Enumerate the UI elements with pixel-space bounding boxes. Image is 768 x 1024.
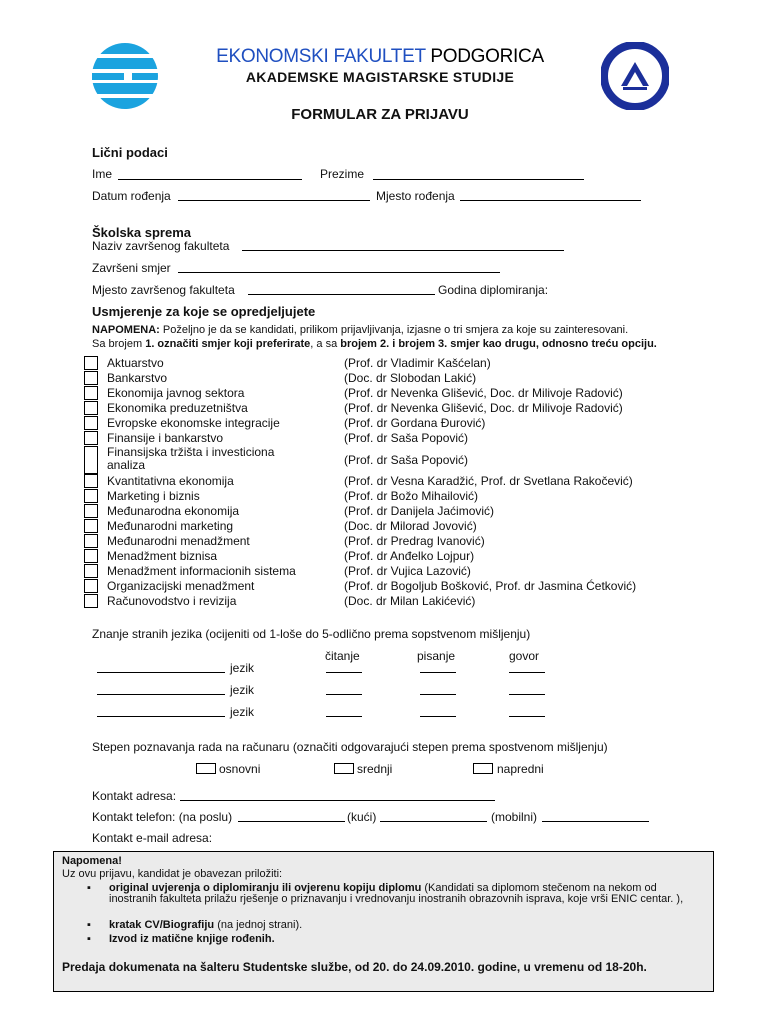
course-professor: (Prof. dr Nevenka Glišević, Doc. dr Milivoje Radović) <box>344 386 623 400</box>
course-rank-box[interactable] <box>84 564 98 578</box>
notice-item-1 <box>109 883 699 905</box>
notice-box <box>53 851 714 992</box>
language-name-field[interactable] <box>97 672 225 673</box>
notice-intro: Uz ovu prijavu, kandidat je obavezan priložiti: <box>62 868 283 880</box>
major-label: Završeni smjer <box>92 261 171 275</box>
course-professor: (Prof. dr Vesna Karadžić, Prof. dr Svetlana Rakočević) <box>344 474 633 488</box>
course-row <box>84 504 684 518</box>
course-name-text: Evropske ekonomske integracije <box>107 416 280 430</box>
course-rank-box[interactable] <box>84 371 98 385</box>
course-name-text-2: analiza <box>107 458 146 472</box>
course-row <box>84 549 684 563</box>
major-field[interactable] <box>178 272 500 273</box>
item1-bold: original uvjerenja o diplomiranju ili ovjerenu kopiju diplomu <box>109 882 422 894</box>
form-title: FORMULAR ZA PRIJAVU <box>291 106 469 123</box>
orientation-heading: Usmjerenje za koje se opredjeljujete <box>92 304 316 319</box>
course-row <box>84 431 684 445</box>
course-rank-box[interactable] <box>84 504 98 518</box>
phone-home-field[interactable] <box>380 821 487 822</box>
birth-date-field[interactable] <box>178 200 370 201</box>
language-speak-field[interactable] <box>509 672 545 673</box>
course-professor: (Prof. dr Vujica Lazović) <box>344 564 471 578</box>
course-name-text: Finansijska tržišta i investiciona <box>107 445 275 459</box>
phone-work-label: Kontakt telefon: (na poslu) <box>92 810 233 824</box>
course-professor: (Prof. dr Saša Popović) <box>344 431 469 445</box>
course-professor: (Prof. dr Bogoljub Bošković, Prof. dr Jasmina Ćetković) <box>344 579 637 593</box>
course-row <box>84 489 684 503</box>
course-name-text: Kvantitativna ekonomija <box>107 474 234 488</box>
course-professor: (Prof. dr Nevenka Glišević, Doc. dr Milivoje Radović) <box>344 401 623 415</box>
course-professor: (Doc. dr Milorad Jovović) <box>344 519 477 533</box>
course-name <box>107 356 164 370</box>
course-professor: (Prof. dr Danijela Jaćimović) <box>344 504 495 518</box>
notice-title: Napomena! <box>62 855 122 867</box>
bullet-3: ▪ <box>87 933 91 945</box>
course-rank-box[interactable] <box>84 519 98 533</box>
faculty-title-city: PODGORICA <box>430 46 544 67</box>
phone-home-label: (kući) <box>347 810 377 824</box>
course-professor: (Prof. dr Božo Mihailović) <box>344 489 479 503</box>
course-professor: (Prof. dr Predrag Ivanović) <box>344 534 485 548</box>
skill-basic-checkbox[interactable] <box>196 763 216 774</box>
course-name-text: Bankarstvo <box>107 371 168 385</box>
language-read-field[interactable] <box>326 716 362 717</box>
language-speak-field[interactable] <box>509 716 545 717</box>
notice-item-2 <box>109 920 302 931</box>
note2-c: , a sa <box>310 338 341 350</box>
last-name-label: Prezime <box>320 167 365 181</box>
education-heading: Školska sprema <box>92 225 192 240</box>
bullet-1: ▪ <box>87 882 91 894</box>
first-name-label: Ime <box>92 167 113 181</box>
course-name <box>107 474 234 488</box>
note2-a: Sa brojem <box>92 338 146 350</box>
course-name <box>107 489 200 503</box>
language-label: jezik <box>230 683 255 697</box>
skill-medium-checkbox[interactable] <box>334 763 354 774</box>
course-name <box>107 371 167 385</box>
language-speak-field[interactable] <box>509 694 545 695</box>
course-rank-box[interactable] <box>84 431 98 445</box>
course-row <box>84 474 684 488</box>
course-row <box>84 401 684 415</box>
notice-final: Predaja dokumenata na šalteru Studentske službe, od 20. do 24.09.2010. godine, u vremenu od 18-20h. <box>62 960 647 974</box>
course-name <box>107 579 254 593</box>
course-rank-box[interactable] <box>84 356 98 370</box>
course-name <box>107 504 239 518</box>
course-name-text: Međunarodna ekonomija <box>107 504 240 518</box>
course-professor: (Prof. dr Vladimir Kašćelan) <box>344 356 491 370</box>
course-name <box>107 416 280 430</box>
languages-heading: Znanje stranih jezika (ocijeniti od 1-loše do 5-odlično prema sopstvenom mišljenju) <box>92 627 531 641</box>
faculty-logo-icon <box>92 43 158 109</box>
note-label: NAPOMENA: <box>92 324 160 336</box>
first-name-field[interactable] <box>118 179 302 180</box>
course-name-text: Aktuarstvo <box>107 356 164 370</box>
language-label: jezik <box>230 661 255 675</box>
course-professor: (Prof. dr Saša Popović) <box>344 453 469 467</box>
contact-address-label: Kontakt adresa: <box>92 789 177 803</box>
course-name <box>107 549 217 563</box>
course-name <box>107 386 244 400</box>
course-row <box>84 371 684 385</box>
faculty-name-field[interactable] <box>242 250 564 251</box>
col-speak: govor <box>509 649 540 663</box>
orientation-note-2 <box>92 338 657 350</box>
item2-bold: kratak CV/Biografiju <box>109 919 215 931</box>
language-write-field[interactable] <box>420 716 456 717</box>
note2-d: brojem 2. i brojem 3. smjer kao drugu, odnosno treću opciju. <box>340 338 657 350</box>
course-rank-box[interactable] <box>84 401 98 415</box>
faculty-title <box>170 46 590 68</box>
course-professor: (Prof. dr Gordana Đurović) <box>344 416 486 430</box>
university-seal-icon <box>601 42 669 110</box>
course-row <box>84 534 684 548</box>
faculty-place-field[interactable] <box>248 294 435 295</box>
course-name <box>107 446 274 472</box>
birth-place-field[interactable] <box>460 200 641 201</box>
course-rank-box[interactable] <box>84 446 98 474</box>
language-read-field[interactable] <box>326 672 362 673</box>
item2-text: (na jednoj strani). <box>214 919 303 931</box>
course-rank-box[interactable] <box>84 416 98 430</box>
course-name-text: Ekonomija javnog sektora <box>107 386 245 400</box>
course-name-text: Ekonomika preduzetništva <box>107 401 248 415</box>
course-professor: (Prof. dr Anđelko Lojpur) <box>344 549 475 563</box>
email-label: Kontakt e-mail adresa: <box>92 831 213 845</box>
course-rank-box[interactable] <box>84 474 98 488</box>
course-row <box>84 564 684 578</box>
contact-address-field[interactable] <box>180 800 495 801</box>
graduation-year-label: Godina diplomiranja: <box>438 283 549 297</box>
course-name-text: Međunarodni marketing <box>107 519 234 533</box>
course-row <box>84 579 684 593</box>
birth-date-label: Datum rođenja <box>92 189 171 203</box>
skill-advanced-label: napredni <box>497 762 544 776</box>
course-name-text: Menadžment informacionih sistema <box>107 564 296 578</box>
computer-heading: Stepen poznavanja rada na računaru (označiti odgovarajući stepen prema spostvenom mišljenju) <box>92 740 608 754</box>
note2-b: 1. označiti smjer koji preferirate <box>145 338 311 350</box>
course-name-text: Međunarodni menadžment <box>107 534 250 548</box>
course-name <box>107 431 223 445</box>
course-professor: (Doc. dr Milan Lakićević) <box>344 594 476 608</box>
course-row <box>84 416 684 430</box>
birth-place-label: Mjesto rođenja <box>376 189 455 203</box>
language-name-field[interactable] <box>97 694 225 695</box>
course-name <box>107 564 296 578</box>
course-name <box>107 401 248 415</box>
item1-text: (Kandidati sa diplomom stečenom na nekom od inostranih fakulteta prilažu rješenje o priznavanju i vrednovanju inostranih obrazovnih isprava, koje vrši ENIC centar. ), <box>109 882 684 905</box>
course-name <box>107 594 236 608</box>
course-row <box>84 594 684 608</box>
language-name-field[interactable] <box>97 716 225 717</box>
faculty-place-label: Mjesto završenog fakulteta <box>92 283 235 297</box>
phone-mobile-label: (mobilni) <box>491 810 538 824</box>
course-name-text: Računovodstvo i revizija <box>107 594 237 608</box>
last-name-field[interactable] <box>373 179 584 180</box>
course-name-text: Finansije i bankarstvo <box>107 431 224 445</box>
phone-work-field[interactable] <box>238 821 345 822</box>
course-row <box>84 356 684 370</box>
course-row <box>84 446 684 474</box>
skill-basic-label: osnovni <box>219 762 261 776</box>
course-rank-box[interactable] <box>84 386 98 400</box>
skill-medium-label: srednji <box>357 762 393 776</box>
course-rank-box[interactable] <box>84 549 98 563</box>
bullet-2: ▪ <box>87 919 91 931</box>
course-rank-box[interactable] <box>84 489 98 503</box>
faculty-title-blue: EKONOMSKI FAKULTET <box>216 46 426 67</box>
orientation-note <box>92 324 628 336</box>
faculty-name-label: Naziv završenog fakulteta <box>92 239 230 253</box>
col-write: pisanje <box>417 649 456 663</box>
course-name-text: Organizacijski menadžment <box>107 579 255 593</box>
course-row <box>84 519 684 533</box>
course-name-text: Marketing i biznis <box>107 489 200 503</box>
language-label: jezik <box>230 705 255 719</box>
note-text: Poželjno je da se kandidati, prilikom prijavljivanja, izjasne o tri smjera za koje su zainteresovani. <box>159 324 629 336</box>
phone-mobile-field[interactable] <box>542 821 649 822</box>
course-name-text: Menadžment biznisa <box>107 549 218 563</box>
notice-item-3: Izvod iz matične knjige rođenih. <box>109 933 275 945</box>
course-professor: (Doc. dr Slobodan Lakić) <box>344 371 477 385</box>
course-rank-box[interactable] <box>84 534 98 548</box>
skill-advanced-checkbox[interactable] <box>473 763 493 774</box>
col-read: čitanje <box>325 649 360 663</box>
course-name <box>107 519 233 533</box>
program-subtitle: AKADEMSKE MAGISTARSKE STUDIJE <box>245 69 515 85</box>
language-write-field[interactable] <box>420 672 456 673</box>
course-row <box>84 386 684 400</box>
course-rank-box[interactable] <box>84 579 98 593</box>
course-rank-box[interactable] <box>84 594 98 608</box>
language-write-field[interactable] <box>420 694 456 695</box>
language-read-field[interactable] <box>326 694 362 695</box>
personal-heading: Lični podaci <box>92 145 168 160</box>
course-name <box>107 534 250 548</box>
